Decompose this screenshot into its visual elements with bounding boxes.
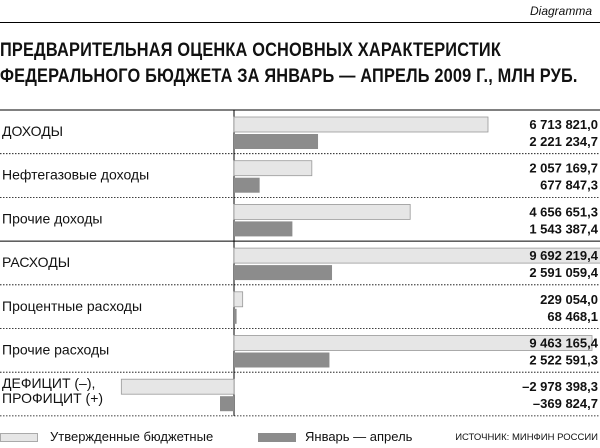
legend-swatch-approved (0, 433, 38, 442)
value-label-jan-apr: 68 468,1 (547, 308, 598, 324)
bar-jan-apr (234, 178, 260, 193)
category-label: ДЕФИЦИТ (–), (2, 375, 96, 392)
category-label: Процентные расходы (2, 297, 143, 314)
category-label: Прочие доходы (2, 210, 103, 227)
rubric-label: Diagramma (529, 4, 592, 18)
bar-jan-apr (234, 309, 237, 324)
value-label-jan-apr: 677 847,3 (540, 177, 598, 193)
bar-approved (121, 379, 234, 394)
category-label: ПРОФИЦИТ (+) (2, 390, 104, 407)
value-label-approved: –2 978 398,3 (522, 379, 598, 395)
category-label: РАСХОДЫ (2, 254, 71, 271)
chart-title-line-1: ПРЕДВАРИТЕЛЬНАЯ ОЦЕНКА ОСНОВНЫХ ХАРАКТЕРИСТИК (0, 40, 502, 61)
category-label: ДОХОДЫ (2, 123, 64, 139)
value-label-approved: 9 692 219,4 (529, 248, 598, 264)
chart-title-line-2: ФЕДЕРАЛЬНОГО БЮДЖЕТА ЗА ЯНВАРЬ — АПРЕЛЬ 2009 Г., МЛН РУБ. (0, 66, 578, 87)
bar-approved (234, 117, 488, 132)
legend-label-approved: Утвержденные бюджетные (50, 429, 214, 444)
value-label-jan-apr: 2 221 234,7 (529, 134, 598, 149)
value-label-jan-apr: –369 824,7 (532, 396, 598, 412)
bar-approved (234, 204, 410, 219)
value-label-approved: 6 713 821,0 (529, 117, 598, 132)
category-label: Прочие расходы (2, 341, 110, 358)
value-label-jan-apr: 2 522 591,3 (529, 352, 598, 368)
value-label-approved: 4 656 651,3 (529, 204, 598, 220)
value-label-approved: 2 057 169,7 (529, 160, 598, 176)
source-note: ИСТОЧНИК: МИНФИН РОССИИ (455, 432, 598, 443)
bar-jan-apr (234, 265, 332, 280)
bar-jan-apr (220, 396, 234, 411)
value-label-jan-apr: 2 591 059,4 (529, 265, 598, 281)
value-label-approved: 229 054,0 (540, 291, 598, 307)
value-label-approved: 9 463 165,4 (529, 335, 598, 351)
legend-swatch-jan-apr (258, 433, 296, 442)
legend-label-jan-apr: Январь — апрель (305, 429, 413, 444)
bar-jan-apr (234, 221, 292, 236)
bar-approved (234, 292, 243, 307)
bar-jan-apr (234, 134, 318, 149)
bar-jan-apr (234, 353, 329, 368)
bar-approved (234, 161, 312, 176)
value-label-jan-apr: 1 543 387,4 (529, 221, 598, 237)
category-label: Нефтегазовые доходы (2, 166, 150, 183)
